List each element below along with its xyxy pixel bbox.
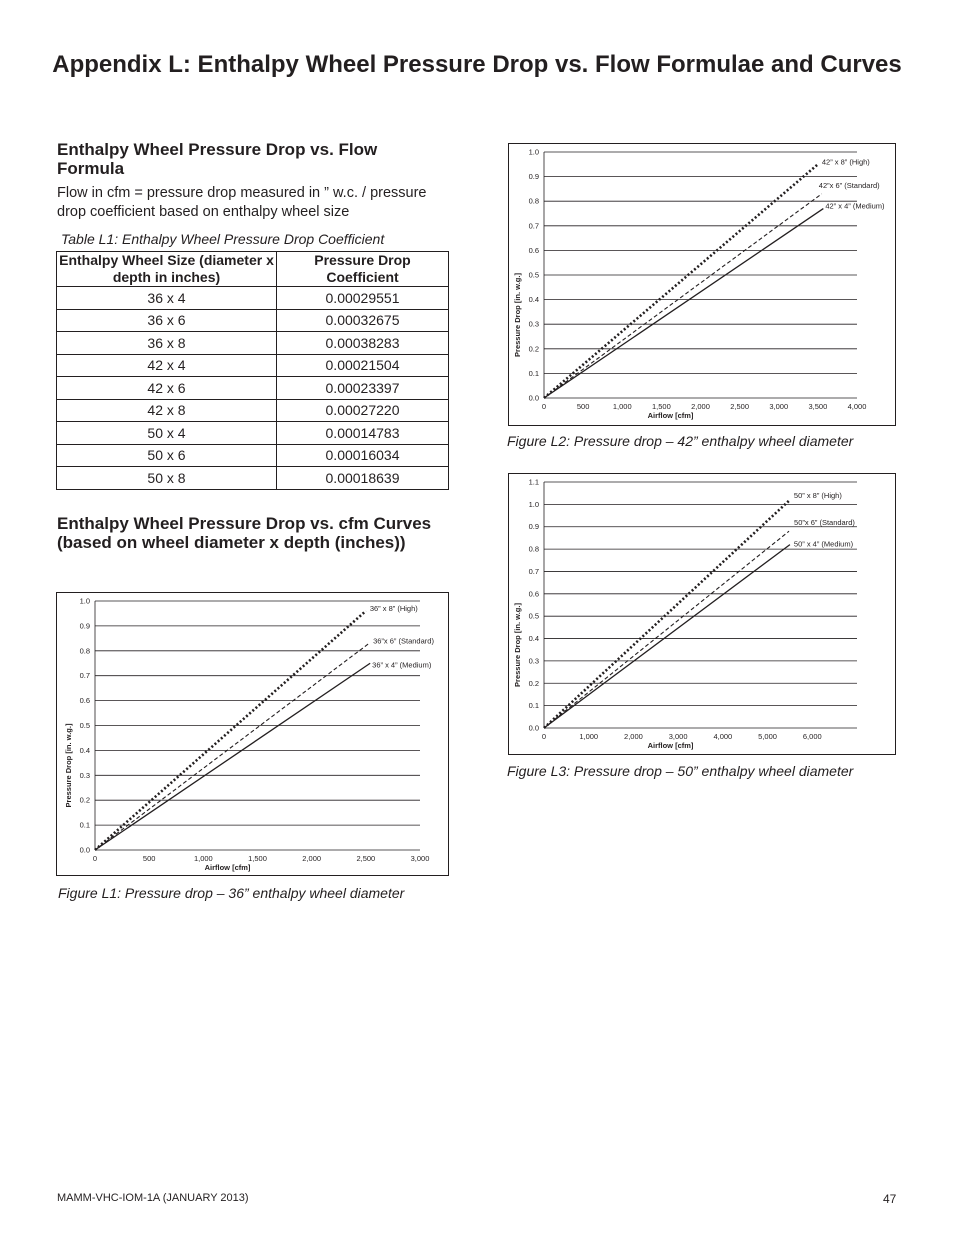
- figure-caption-l2: Figure L2: Pressure drop – 42” enthalpy wheel diameter: [507, 433, 854, 449]
- table-row: [57, 354, 449, 377]
- x-tick-label: 3,000: [769, 402, 789, 411]
- table-cell: 0.00038283: [277, 332, 449, 355]
- figure-caption-l3: Figure L3: Pressure drop – 50” enthalpy wheel diameter: [507, 763, 854, 779]
- series-label: 50” x 4” (Medium): [793, 539, 854, 549]
- table-cell: 0.00027220: [277, 399, 449, 422]
- series-line: [544, 545, 790, 728]
- table-cell: 0.00032675: [277, 309, 449, 332]
- y-tick-label: 0.4: [528, 295, 539, 305]
- table-cell: 42 x 6: [57, 377, 277, 400]
- table-cell: 36 x 4: [57, 287, 277, 310]
- chart-42-svg: [509, 144, 895, 425]
- y-tick-label: 0.3: [79, 770, 90, 780]
- y-tick-label: 1.0: [528, 499, 539, 509]
- section-heading-curves: Enthalpy Wheel Pressure Drop vs. cfm Curves (based on wheel diameter x depth (inches)): [57, 514, 432, 552]
- y-tick-label: 0.7: [79, 671, 90, 681]
- x-tick-label: 3,500: [808, 402, 828, 411]
- y-tick-label: 0.3: [528, 656, 539, 666]
- y-tick-label: 1.0: [528, 147, 539, 157]
- y-tick-label: 0.9: [528, 172, 539, 182]
- x-tick-label: 4,000: [713, 732, 733, 741]
- y-tick-label: 0.5: [528, 270, 539, 280]
- x-tick-label: 2,000: [691, 402, 710, 411]
- x-tick-label: 1,500: [651, 402, 671, 411]
- series-line: [95, 611, 366, 850]
- table-cell: 50 x 6: [57, 444, 277, 467]
- chart-42-inch: [508, 143, 896, 426]
- table-cell: 36 x 6: [57, 309, 277, 332]
- table-row: [57, 332, 449, 355]
- series-label: 36”x 6” (Standard): [373, 636, 434, 646]
- page-title: Appendix L: Enthalpy Wheel Pressure Drop vs. Flow Formulae and Curves: [52, 51, 902, 78]
- table-cell: 0.00023397: [277, 377, 449, 400]
- y-tick-label: 0.1: [528, 701, 539, 711]
- figure-caption-l1: Figure L1: Pressure drop – 36” enthalpy wheel diameter: [58, 885, 405, 901]
- series-label: 36” x 4” (Medium): [372, 660, 432, 670]
- y-tick-label: 0.2: [528, 344, 539, 354]
- y-tick-label: 0.4: [528, 634, 539, 644]
- table-row: [57, 377, 449, 400]
- y-tick-label: 0.0: [79, 845, 90, 855]
- table-row: [57, 444, 449, 467]
- x-tick-label: 2,500: [730, 402, 750, 411]
- coefficient-table: [56, 251, 449, 490]
- page-number: 47: [883, 1192, 897, 1206]
- table-cell: 42 x 8: [57, 399, 277, 422]
- series-line: [95, 643, 369, 850]
- x-tick-label: 1,000: [579, 732, 599, 741]
- y-tick-label: 0.7: [528, 221, 539, 231]
- y-tick-label: 1.0: [79, 596, 90, 606]
- table-cell: 50 x 8: [57, 467, 277, 490]
- table-header: Pressure Drop Coefficient: [277, 252, 449, 287]
- series-label: 50”x 6” (Standard): [794, 518, 855, 528]
- table-row: [57, 422, 449, 445]
- table-caption: Table L1: Enthalpy Wheel Pressure Drop Coefficient: [61, 231, 385, 247]
- x-tick-label: 2,000: [624, 732, 643, 741]
- y-tick-label: 0.9: [79, 621, 90, 631]
- x-tick-label: 1,000: [193, 854, 213, 863]
- y-axis-label: Pressure Drop [in. w.g.]: [64, 723, 73, 808]
- x-tick-label: 6,000: [802, 732, 822, 741]
- table-row: [57, 309, 449, 332]
- series-line: [544, 164, 818, 398]
- y-axis-label: Pressure Drop [in. w.g.]: [513, 273, 522, 357]
- y-tick-label: 0.0: [528, 723, 539, 733]
- y-tick-label: 0.0: [528, 393, 539, 403]
- x-axis-label: Airflow [cfm]: [204, 863, 251, 872]
- table-cell: 0.00029551: [277, 287, 449, 310]
- chart-50-inch: [508, 473, 896, 755]
- y-tick-label: 0.5: [528, 611, 539, 621]
- x-tick-label: 0: [541, 402, 547, 411]
- series-label: 42” x 8” (High): [821, 157, 870, 167]
- y-tick-label: 0.1: [528, 368, 539, 378]
- document-id: MAMM-VHC-IOM-1A (JANUARY 2013): [57, 1192, 249, 1204]
- y-tick-label: 0.8: [528, 196, 539, 206]
- y-tick-label: 0.2: [79, 795, 90, 805]
- series-line: [95, 663, 370, 850]
- y-tick-label: 0.2: [528, 678, 539, 688]
- x-tick-label: 1,000: [612, 402, 632, 411]
- series-line: [544, 531, 789, 728]
- table-cell: 0.00018639: [277, 467, 449, 490]
- y-tick-label: 0.8: [79, 646, 90, 656]
- y-tick-label: 0.4: [79, 745, 90, 755]
- y-tick-label: 0.5: [79, 721, 90, 730]
- table-header-row: [57, 252, 449, 287]
- section-heading-formula: Enthalpy Wheel Pressure Drop vs. Flow Formula: [57, 140, 378, 178]
- chart-36-svg: [57, 593, 448, 875]
- series-label: 42”x 6” (Standard): [818, 180, 880, 190]
- y-tick-label: 0.7: [528, 566, 539, 576]
- table-row: [57, 467, 449, 490]
- x-tick-label: 3,000: [410, 854, 430, 863]
- formula-text: Flow in cfm = pressure drop measured in ” w.c. / pressure drop coefficient based on enthalpy wheel size: [57, 185, 427, 220]
- y-tick-label: 0.3: [528, 319, 539, 329]
- table-row: [57, 287, 449, 310]
- x-tick-label: 500: [142, 854, 156, 863]
- x-tick-label: 500: [576, 402, 590, 411]
- y-tick-label: 1.1: [528, 477, 539, 487]
- series-line: [544, 209, 823, 398]
- x-tick-label: 2,000: [302, 854, 322, 863]
- table-cell: 0.00016034: [277, 444, 449, 467]
- table-cell: 0.00021504: [277, 354, 449, 377]
- table-cell: 36 x 8: [57, 332, 277, 355]
- x-tick-label: 4,000: [847, 402, 867, 411]
- y-tick-label: 0.6: [79, 696, 90, 706]
- x-tick-label: 5,000: [758, 732, 777, 741]
- x-tick-label: 1,500: [248, 854, 267, 863]
- x-axis-label: Airflow [cfm]: [647, 741, 694, 750]
- x-tick-label: 3,000: [668, 732, 688, 741]
- series-line: [544, 500, 790, 728]
- x-tick-label: 0: [92, 854, 98, 863]
- y-tick-label: 0.9: [528, 522, 539, 532]
- chart-50-svg: [509, 474, 895, 754]
- x-tick-label: 2,500: [356, 854, 376, 863]
- table-cell: 0.00014783: [277, 422, 449, 445]
- y-tick-label: 0.1: [79, 820, 90, 830]
- x-tick-label: 0: [541, 732, 547, 741]
- chart-36-inch: [56, 592, 449, 876]
- series-label: 42” x 4” (Medium): [825, 201, 885, 211]
- y-tick-label: 0.6: [528, 589, 539, 599]
- table-row: [57, 399, 449, 422]
- y-tick-label: 0.6: [528, 245, 539, 255]
- table-cell: 42 x 4: [57, 354, 277, 377]
- series-label: 36” x 8” (High): [369, 603, 418, 613]
- x-axis-label: Airflow [cfm]: [647, 411, 694, 420]
- table-cell: 50 x 4: [57, 422, 277, 445]
- y-axis-label: Pressure Drop [in. w.g.]: [513, 603, 522, 687]
- y-tick-label: 0.8: [528, 544, 539, 554]
- series-label: 50” x 8” (High): [793, 490, 842, 500]
- table-header: Enthalpy Wheel Size (diameter x depth in inches): [57, 252, 277, 287]
- series-line: [544, 194, 822, 398]
